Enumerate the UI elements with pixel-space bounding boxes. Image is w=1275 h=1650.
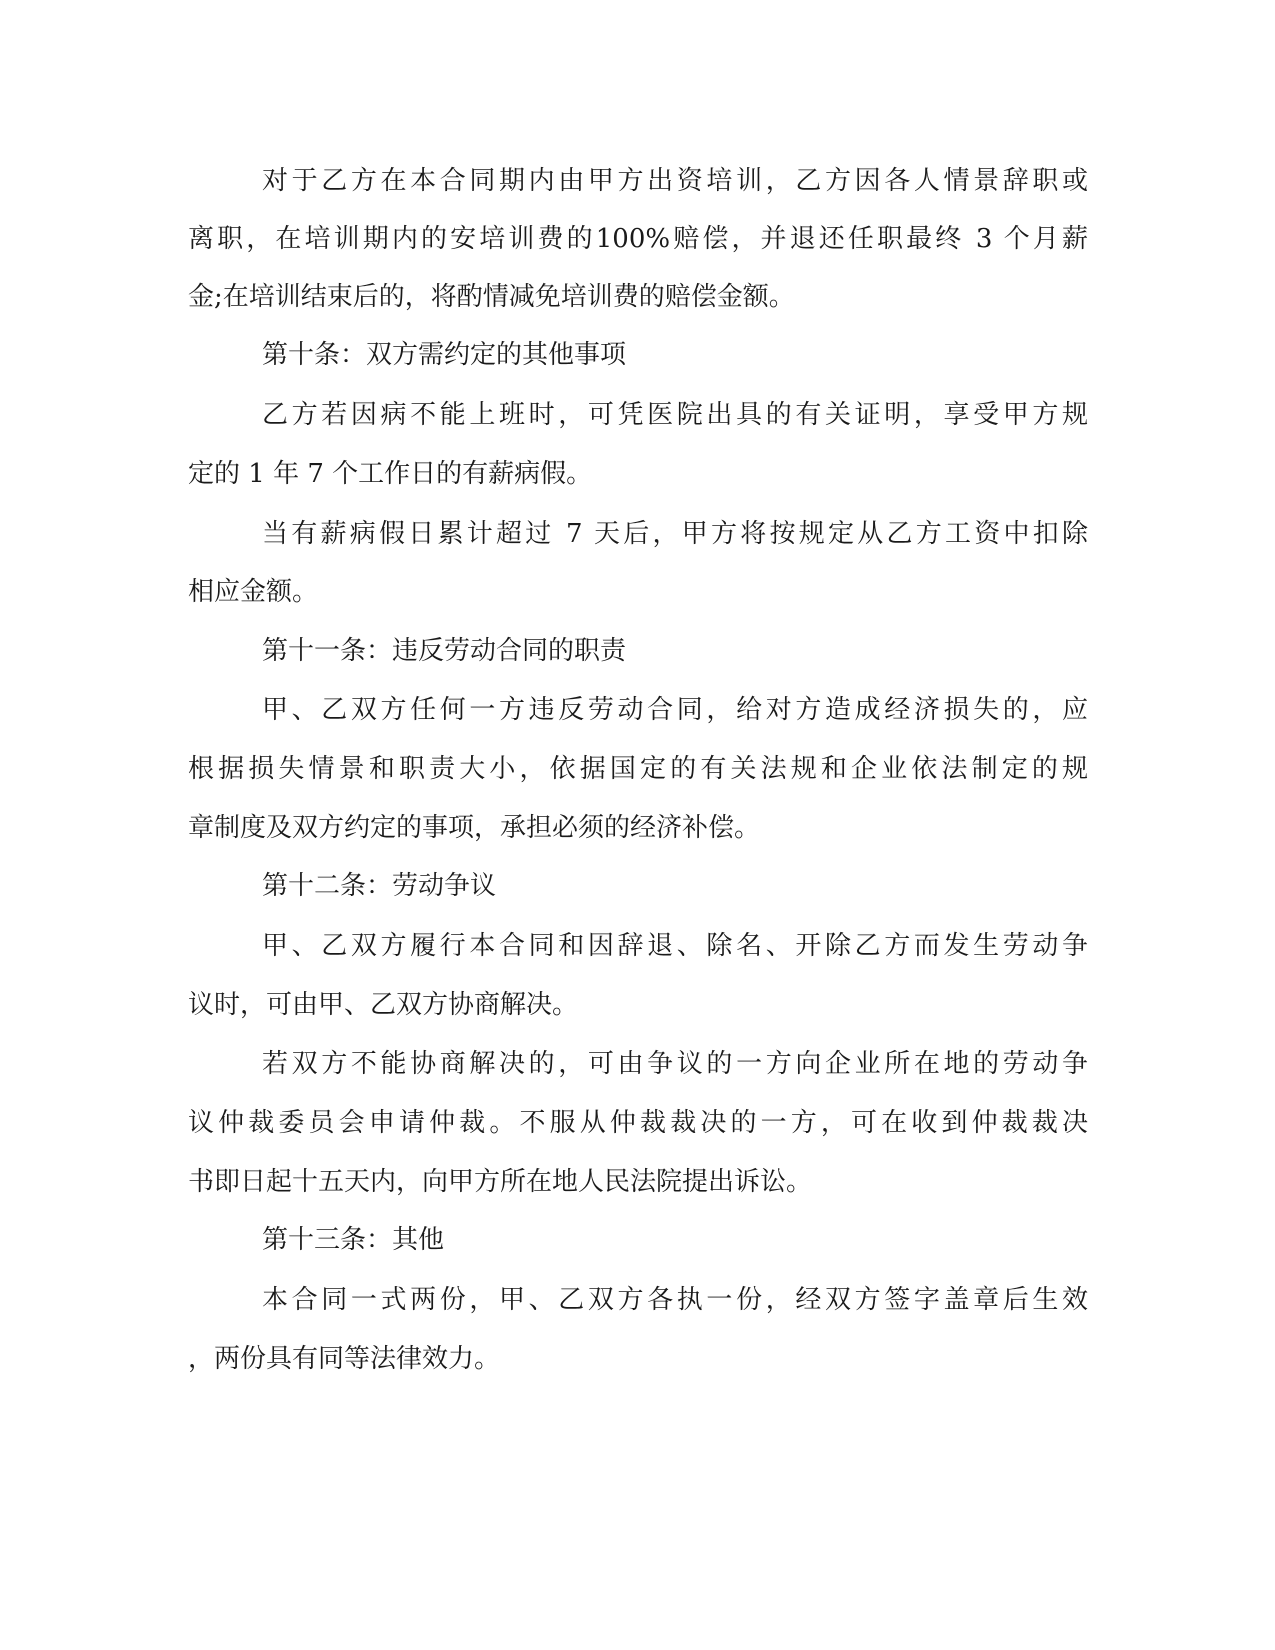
paragraph-line: 议时，可由甲、乙双方协商解决。: [188, 990, 579, 1020]
paragraph-line: 若双方不能协商解决的，可由争议的一方向企业所在地的劳动争: [262, 1049, 1088, 1079]
section-heading: 第十三条：其他: [262, 1225, 445, 1255]
paragraph-line: 甲、乙双方履行本合同和因辞退、除名、开除乙方而发生劳动争: [262, 931, 1088, 961]
paragraph-line: 本合同一式两份，甲、乙双方各执一份，经双方签字盖章后生效: [262, 1285, 1088, 1315]
paragraph-line: 章制度及双方约定的事项，承担必须的经济补偿。: [188, 813, 761, 843]
paragraph-line: 甲、乙双方任何一方违反劳动合同，给对方造成经济损失的，应: [262, 695, 1088, 725]
paragraph-line: 乙方若因病不能上班时，可凭医院出具的有关证明，享受甲方规: [262, 400, 1088, 430]
section-heading: 第十一条：违反劳动合同的职责: [262, 636, 627, 666]
paragraph-line: 对于乙方在本合同期内由甲方出资培训，乙方因各人情景辞职或: [262, 166, 1088, 196]
paragraph-line: 议仲裁委员会申请仲裁。不服从仲裁裁决的一方，可在收到仲裁裁决: [188, 1108, 1088, 1138]
paragraph-line: 定的 1 年 7 个工作日的有薪病假。: [188, 459, 593, 489]
paragraph-line: ，两份具有同等法律效力。: [188, 1344, 501, 1374]
paragraph-line: 离职，在培训期内的安培训费的100%赔偿，并退还任职最终 3 个月薪: [188, 224, 1088, 254]
section-heading: 第十条：双方需约定的其他事项: [262, 340, 627, 370]
section-heading: 第十二条：劳动争议: [262, 871, 497, 901]
paragraph-line: 根据损失情景和职责大小，依据国定的有关法规和企业依法制定的规: [188, 754, 1088, 784]
paragraph-line: 金;在培训结束后的，将酌情减免培训费的赔偿金额。: [188, 282, 795, 312]
paragraph-line: 当有薪病假日累计超过 7 天后，甲方将按规定从乙方工资中扣除: [262, 519, 1088, 549]
paragraph-line: 相应金额。: [188, 577, 319, 607]
paragraph-line: 书即日起十五天内，向甲方所在地人民法院提出诉讼。: [188, 1167, 813, 1197]
